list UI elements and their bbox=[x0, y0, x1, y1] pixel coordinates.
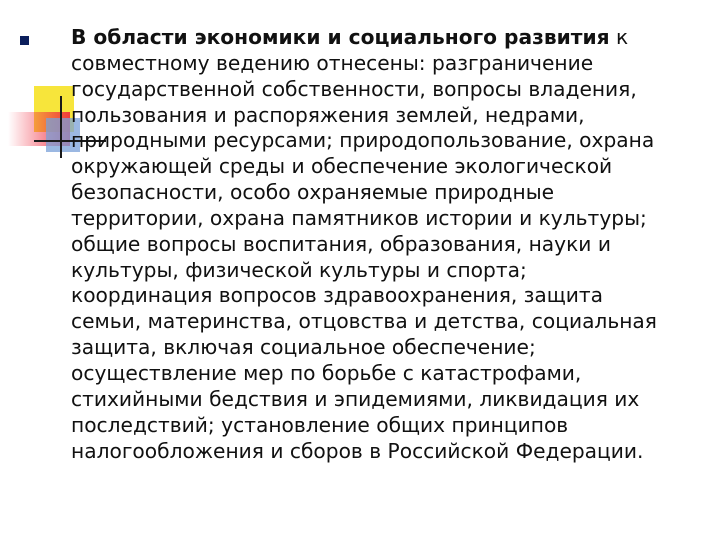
text-line: налогообложения и сборов в Российской Федерации. bbox=[71, 438, 644, 463]
text-line: общие вопросы воспитания, образования, науки и bbox=[71, 231, 611, 256]
text-line: природными ресурсами; природопользование, охрана bbox=[71, 128, 655, 153]
bullet-square-icon bbox=[20, 36, 29, 45]
text-line: защита, включая социальное обеспечение; bbox=[71, 335, 536, 360]
slide-paragraph bbox=[71, 25, 691, 464]
text-line: последствий; установление общих принципов bbox=[71, 412, 569, 437]
text-line: государственной собственности, вопросы владения, bbox=[71, 76, 637, 101]
decor-vertical-line bbox=[60, 96, 62, 158]
lead-bold-text: В области экономики и социального развития bbox=[71, 25, 610, 49]
text-line: безопасности, особо охраняемые природные bbox=[71, 180, 555, 205]
text-line: семьи, материнства, отцовства и детства, социальная bbox=[71, 309, 657, 334]
text-line: осуществление мер по борьбе с катастрофами, bbox=[71, 360, 582, 385]
lead-rest-text: к bbox=[609, 25, 629, 49]
text-line: координация вопросов здравоохранения, защита bbox=[71, 283, 604, 308]
text-line: стихийными бедствия и эпидемиями, ликвидация их bbox=[71, 386, 640, 411]
text-line: окружающей среды и обеспечение экологической bbox=[71, 154, 613, 179]
text-line: совместному ведению отнесены: разграничение bbox=[71, 50, 594, 75]
text-line: территории, охрана памятников истории и культуры; bbox=[71, 205, 647, 230]
text-line: культуры, физической культуры и спорта; bbox=[71, 257, 527, 282]
first-line bbox=[71, 25, 691, 51]
text-line: пользования и распоряжения землей, недрами, bbox=[71, 102, 585, 127]
